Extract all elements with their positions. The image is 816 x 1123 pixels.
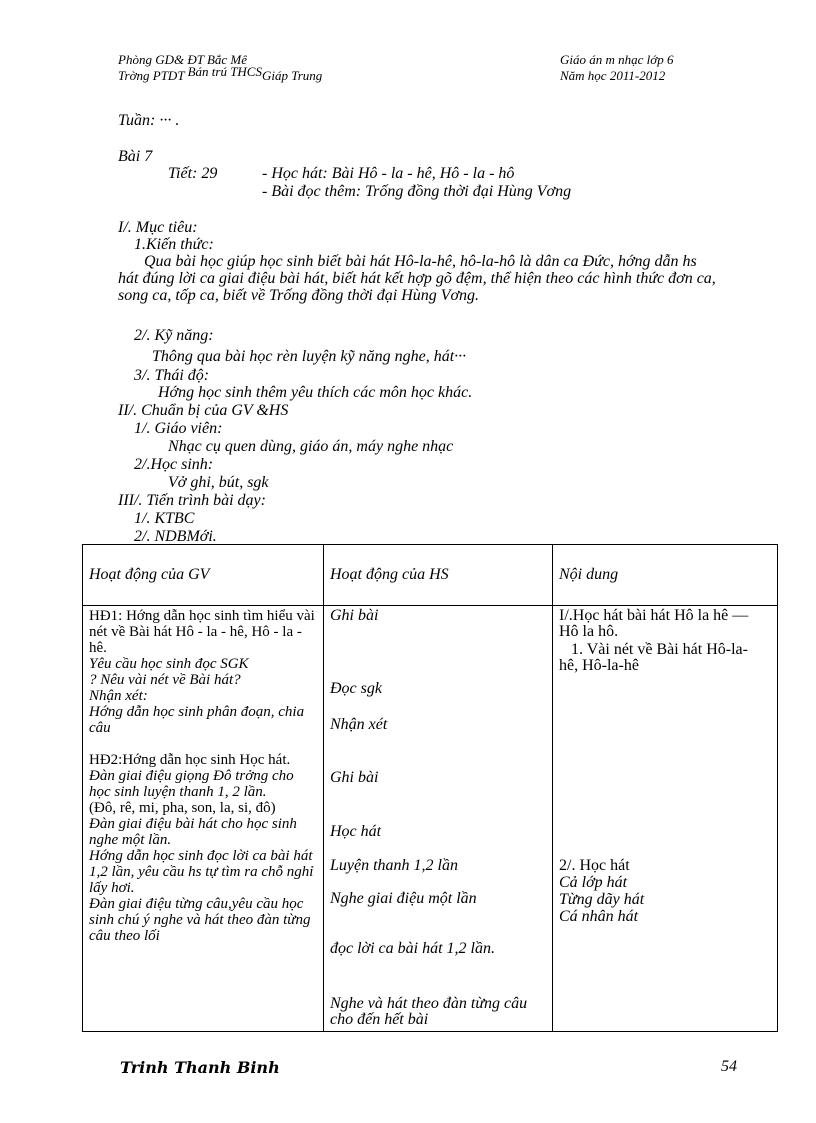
gv-hd1: HĐ1: Hớng dẫn học sinh tìm hiểu vài nét về Bài hát Hô - la - hê, Hô - la - hê. xyxy=(89,608,315,656)
nd-i-1: 1. Vài nét về Bài hát Hô-la-hê, Hô-la-hê xyxy=(559,641,748,674)
hs-learn: Học hát xyxy=(330,823,382,840)
hs-listen: Nghe giai điệu một lần xyxy=(330,890,477,907)
teacher-text: Nhạc cụ quen dùng, giáo án, máy nghe nhạc xyxy=(168,438,454,455)
nd-cell xyxy=(553,606,778,1032)
header-school-sup: Bán trú THCS xyxy=(187,64,262,79)
header-hs: Hoạt động của HS xyxy=(324,545,553,606)
week-label: Tuần: ··· . xyxy=(118,112,180,129)
prep-heading: II/. Chuẩn bị của GV &HS xyxy=(118,402,289,419)
hs-comment: Nhận xét xyxy=(330,716,388,733)
nd-ii-c: Cá nhân hát xyxy=(559,908,639,925)
table-header-row xyxy=(83,545,778,606)
attitude-heading: 3/. Thái độ: xyxy=(134,367,210,384)
step-1: 1/. KTBC xyxy=(134,510,195,527)
gv-comment: Nhận xét: xyxy=(89,688,148,704)
period-label: Tiết: 29 xyxy=(168,165,218,182)
lesson-table xyxy=(82,544,778,1032)
header-dept: Phòng GD& ĐT Bắc Mê xyxy=(118,52,248,67)
hs-note-2: Ghi bài xyxy=(330,769,379,786)
hs-read-lyrics: đọc lời ca bài hát 1,2 lần. xyxy=(330,940,495,957)
gv-notes: (Đô, rê, mi, pha, son, la, si, đô) xyxy=(89,800,276,816)
header-school-suffix: Giáp Trung xyxy=(261,68,323,83)
nd-ii-a: Cả lớp hát xyxy=(559,874,628,891)
gv-hd2: HĐ2:Hớng dẫn học sinh Học hát. xyxy=(89,752,291,768)
lesson-label: Bài 7 xyxy=(118,148,153,165)
header-year: Năm học 2011-2012 xyxy=(560,68,666,83)
header-gv: Hoạt động của GV xyxy=(83,545,324,606)
gv-play-once: Đàn giai điệu bài hát cho học sinh nghe một lần. xyxy=(89,816,297,848)
skills-heading: 2/. Kỹ năng: xyxy=(134,327,214,344)
step-2: 2/. NDBMới. xyxy=(134,528,217,545)
gv-read-lyrics: Hớng dẫn học sinh đọc lời ca bài hát 1,2 lần, yêu cầu hs tự tìm ra chỗ nghỉ lấy hơi. xyxy=(89,848,314,896)
student-text: Vở ghi, bút, sgk xyxy=(168,474,269,491)
header-school-prefix: Trờng PTDT xyxy=(118,68,185,83)
gv-per-phrase: Đàn giai điệu từng câu,yêu cầu học sinh chú ý nghe và hát theo đàn từng câu theo lối xyxy=(89,896,311,944)
objectives-heading: I/. Mục tiêu: xyxy=(118,219,198,236)
header-school xyxy=(118,64,323,83)
gv-warm: Đàn giai điệu giọng Đô trởng cho học sinh luyện thanh 1, 2 lần. xyxy=(89,768,294,800)
nd-ii-b: Từng dãy hát xyxy=(559,891,645,908)
attitude-text: Hớng học sinh thêm yêu thích các môn học khác. xyxy=(158,384,473,401)
hs-sing: Nghe và hát theo đàn từng câu cho đến hết bài xyxy=(330,995,528,1028)
gv-split: Hớng dẫn học sinh phân đoạn, chia câu xyxy=(89,704,305,736)
hs-cell xyxy=(324,606,553,1032)
hs-warm: Luyện thanh 1,2 lần xyxy=(330,857,458,874)
topic-1: - Học hát: Bài Hô - la - hê, Hô - la - hô xyxy=(262,165,515,182)
author-signature: Trinh Thanh Binh xyxy=(120,1058,280,1077)
gv-cell xyxy=(83,606,324,1032)
hs-read: Đọc sgk xyxy=(330,680,382,697)
nd-ii-title: 2/. Học hát xyxy=(559,857,630,874)
knowledge-heading: 1.Kiến thức: xyxy=(134,236,214,253)
student-heading: 2/.Học sinh: xyxy=(134,456,214,473)
topic-2: - Bài đọc thêm: Trống đồng thời đại Hùng Vơng xyxy=(262,183,572,200)
table-row xyxy=(83,606,778,1032)
process-heading: III/. Tiến trình bài dạy: xyxy=(118,492,266,509)
nd-i-title: I/.Học hát bài hát Hô la hê — Hô la hô. xyxy=(559,607,749,640)
knowledge-text: Qua bài học giúp học sinh biết bài hát Hô-la-hê, hô-la-hô là dân ca Đức, hớng dẫn hs hát đúng lời ca giai điệu bài hát, biết hát kết hợp gõ đệm, thể hiện theo các hình thức đơn ca, song ca, tốp ca, biết về Trống đồng thời đại Hùng Vơng. xyxy=(118,253,716,304)
header-doc-type: Giáo án m nhạc lớp 6 xyxy=(560,52,674,67)
hs-note-1: Ghi bài xyxy=(330,607,379,624)
teacher-heading: 1/. Giáo viên: xyxy=(134,420,223,437)
header-nd: Nội dung xyxy=(553,545,778,606)
page-number: 54 xyxy=(721,1058,737,1075)
skills-text: Thông qua bài học rèn luyện kỹ năng nghe, hát··· xyxy=(152,348,467,365)
gv-read-sgk: Yêu cầu học sinh đọc SGK xyxy=(89,656,249,672)
gv-ask: ? Nêu vài nét về Bài hát? xyxy=(89,672,241,688)
